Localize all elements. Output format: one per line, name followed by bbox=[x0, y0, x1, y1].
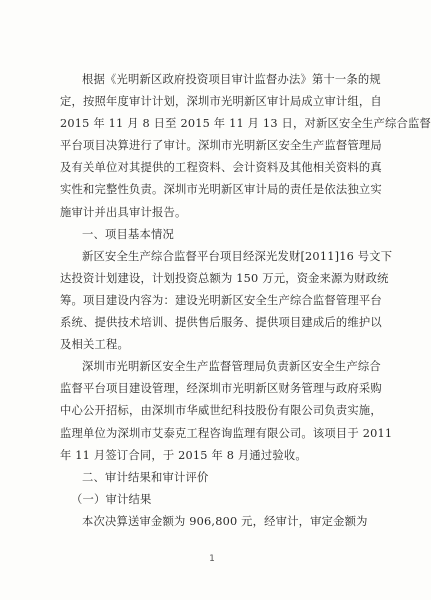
paragraph-line: 根据《光明新区政府投资项目审计监督办法》第十一条的规 bbox=[82, 73, 381, 86]
paragraph-line: 系统、提供技术培训、提供售后服务、提供项目建成后的维护以 bbox=[60, 316, 382, 330]
paragraph-line: 达投资计划建设，计划投资总额为 150 万元，资金来源为财政统 bbox=[60, 271, 389, 285]
paragraph-line: 年 11 月签订合同，于 2015 年 8 月通过验收。 bbox=[60, 448, 307, 462]
paragraph-line: 实性和完整性负责。深圳市光明新区审计局的责任是依法独立实 bbox=[60, 183, 382, 197]
section-heading-2: 二、审计结果和审计评价 bbox=[82, 470, 209, 484]
paragraph-line: 平台项目决算进行了审计。深圳市光明新区安全生产监督管理局 bbox=[60, 139, 382, 153]
paragraph-line: 深圳市光明新区安全生产监督管理局负责新区安全生产综合 bbox=[82, 360, 381, 374]
paragraph-line: 筹。项目建设内容为：建设光明新区安全生产综合监督管理平台 bbox=[60, 293, 382, 307]
section-heading-1: 一、项目基本情况 bbox=[82, 227, 174, 241]
document-body bbox=[60, 69, 431, 533]
subsection-heading: （一）审计结果 bbox=[71, 492, 152, 506]
paragraph-line: 中心公开招标，由深圳市华威世纪科技股份有限公司负责实施， bbox=[60, 404, 382, 418]
paragraph-line: 及有关单位对其提供的工程资料、会计资料及其他相关资料的真 bbox=[60, 161, 382, 175]
paragraph-line: 监督平台项目建设管理，经深圳市光明新区财务管理与政府采购 bbox=[60, 382, 382, 396]
page-number: 1 bbox=[209, 554, 215, 564]
paragraph-line: 2015 年 11 月 8 日至 2015 年 11 月 13 日，对新区安全生产综合监督 bbox=[60, 117, 431, 131]
paragraph-line: 定，按照年度审计计划，深圳市光明新区审计局成立审计组，自 bbox=[60, 95, 382, 109]
paragraph-line: 监理单位为深圳市艾泰克工程咨询监理有限公司。该项目于 2011 bbox=[60, 426, 393, 440]
paragraph-line: 新区安全生产综合监督平台项目经深光发财[2011]16 号文下 bbox=[82, 249, 393, 263]
paragraph-line: 本次决算送审金额为 906,800 元，经审计，审定金额为 bbox=[82, 514, 368, 528]
paragraph-line: 施审计并出具审计报告。 bbox=[60, 205, 187, 219]
paragraph-line: 及相关工程。 bbox=[60, 338, 129, 352]
